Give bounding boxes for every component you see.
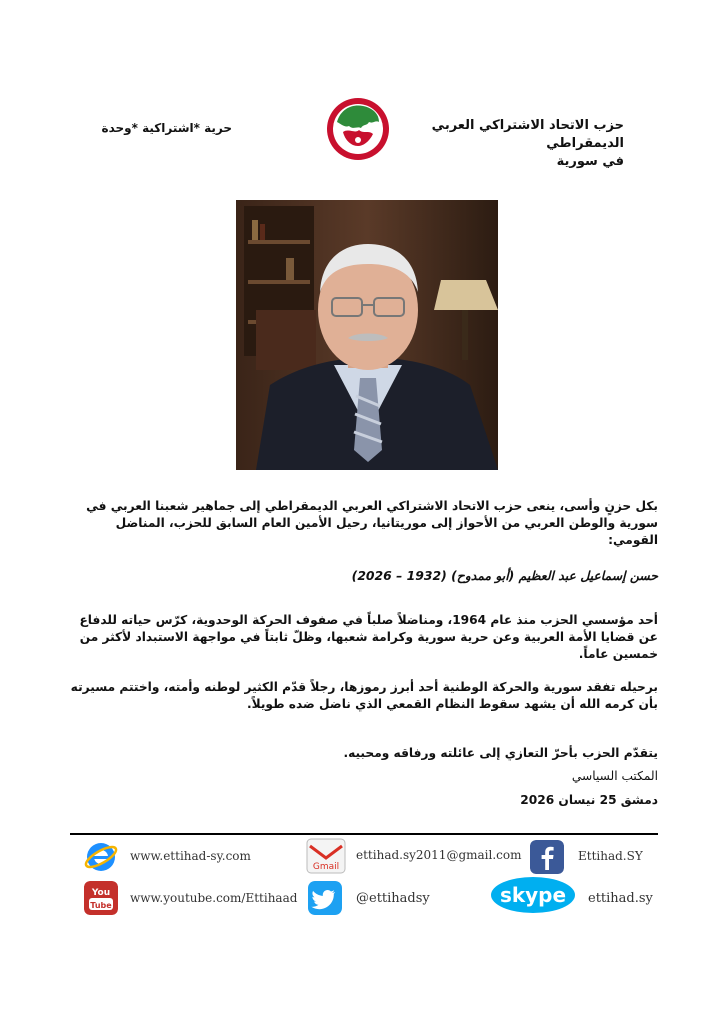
portrait-photo: [236, 200, 498, 470]
facebook-link[interactable]: Ettihad.SY: [578, 849, 643, 863]
youtube-logo-text-2: Tube: [90, 901, 112, 910]
twitter-icon: [308, 881, 342, 915]
footer-divider: [70, 833, 658, 835]
youtube-link[interactable]: www.youtube.com/Ettihaad: [130, 891, 298, 905]
gmail-icon: [306, 838, 346, 874]
party-name-line1: حزب الاتحاد الاشتراكي العربي الديمقراطي: [431, 118, 624, 151]
website-link[interactable]: www.ettihad-sy.com: [130, 849, 251, 863]
date-line: دمشق 25 نيسان 2026: [520, 793, 658, 807]
email-link[interactable]: ettihad.sy2011@gmail.com: [356, 848, 522, 862]
deceased-name-line: حسن إسماعيل عبد العظيم (أبو ممدوح) (1932 – 2026): [351, 568, 658, 583]
party-logo-icon: [323, 96, 393, 162]
biography-paragraph: أحد مؤسسي الحزب منذ عام 1964، ومناضلاً صلباً في صفوف الحركة الوحدوية، كرّس حياته للدفاع عن قضايا الأمة العربية وعن حرية سورية وكرامة شعبها، وظلّ ثابتاً في مواجهة الاستبداد لأكثر من خمسين عاماً.: [79, 613, 658, 661]
youtube-icon: [84, 881, 118, 915]
signature: المكتب السياسي: [571, 769, 658, 783]
tribute-paragraph: برحيله تفقد سورية والحركة الوطنية أحد أبرز رموزها، رجلاً قدّم الكثير لوطنه وأمته، واختتم مسيرته بأن كرمه الله أن يشهد سقوط النظام القمعي الذي ناضل ضده طويلاً.: [70, 680, 658, 711]
skype-link[interactable]: ettihad.sy: [588, 891, 653, 906]
internet-explorer-icon: [84, 840, 118, 874]
slogan: حرية *اشتراكية *وحدة: [101, 121, 232, 135]
party-name-line2: في سورية: [556, 154, 624, 169]
intro-paragraph: بكل حزنٍ وأسى، ينعى حزب الاتحاد الاشتراكي العربي الديمقراطي إلى جماهير شعبنا العربي في سورية والوطن العربي من الأحواز إلى موريتانيا، رحيل الأمين العام السابق للحزب، المناضل القومي:: [86, 499, 658, 547]
party-name: [384, 117, 624, 171]
condolence-paragraph: يتقدّم الحزب بأحرّ التعازي إلى عائلته ورفاقه ومحبيه.: [343, 746, 658, 760]
skype-icon: [490, 875, 576, 915]
twitter-link[interactable]: @ettihadsy: [356, 891, 430, 906]
youtube-logo-text-1: You: [91, 888, 111, 898]
facebook-icon: [530, 840, 564, 874]
skype-logo-text: skype: [499, 883, 567, 907]
gmail-logo-text: Gmail: [312, 862, 340, 872]
